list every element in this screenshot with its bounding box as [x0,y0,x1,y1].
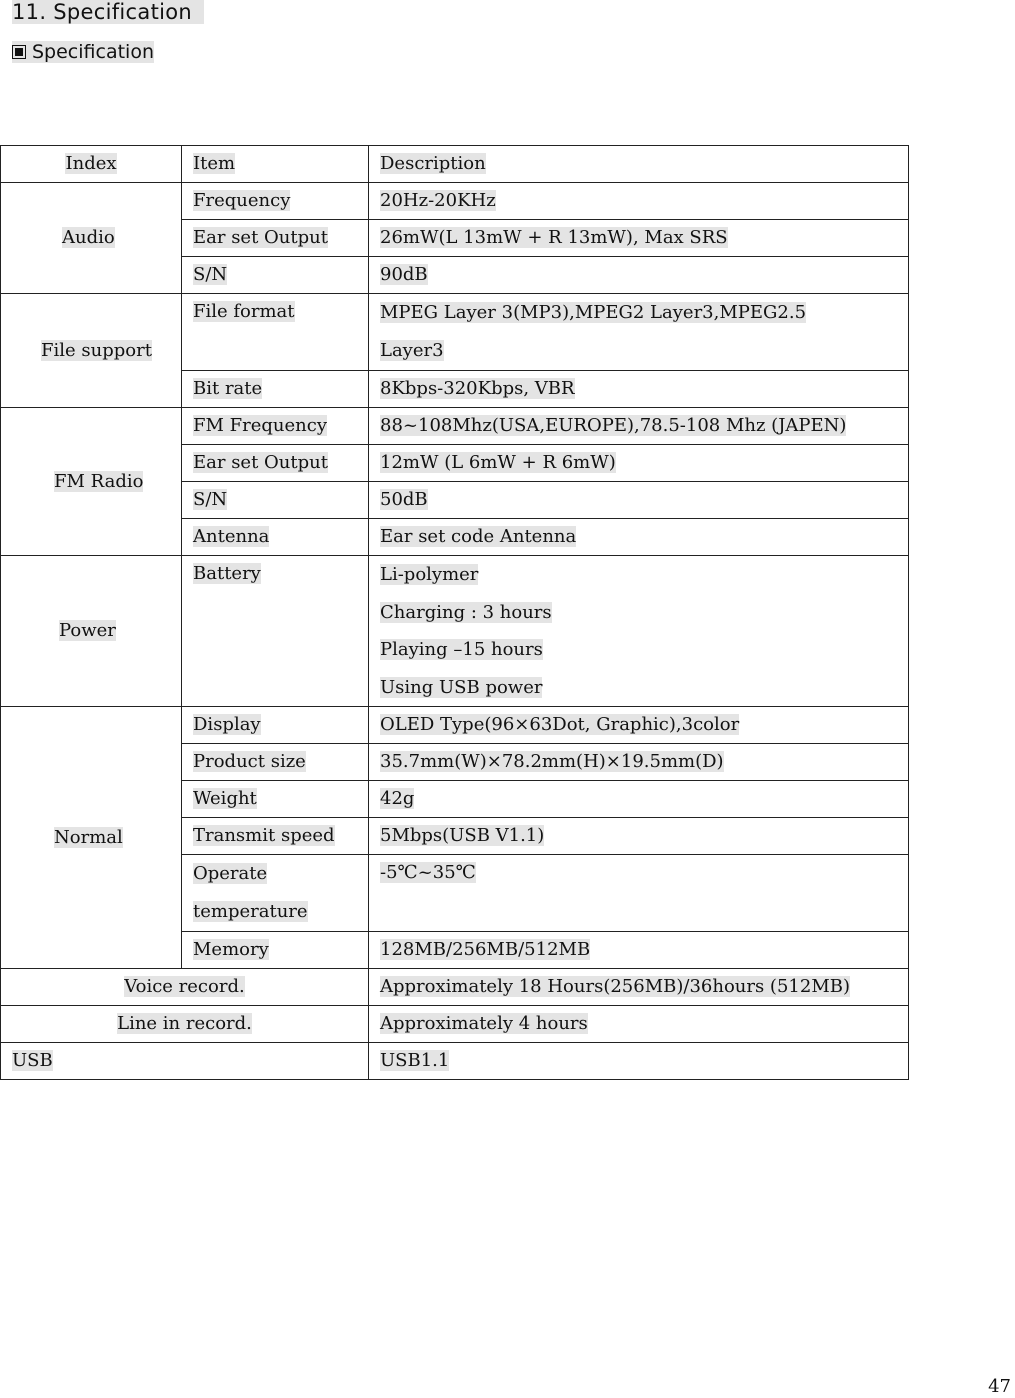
table-row [1,408,909,445]
table-row [1,1043,909,1080]
table-row [1,556,909,707]
item-cell: FM Frequency [182,408,369,445]
description-cell: 5Mbps(USB V1.1) [369,818,909,855]
description-cell: Approximately 18 Hours(256MB)/36hours (512MB) [369,969,909,1006]
item-cell: File format [182,294,369,371]
item-cell: Battery [182,556,369,707]
item-cell: Frequency [182,183,369,220]
description-cell: Approximately 4 hours [369,1006,909,1043]
description-cell: 35.7mm(W)×78.2mm(H)×19.5mm(D) [369,744,909,781]
voice-record-label: Voice record. [1,969,369,1006]
description-cell: MPEG Layer 3(MP3),MPEG2 Layer3,MPEG2.5 Layer3 [369,294,909,371]
item-cell: Display [182,707,369,744]
item-cell: Memory [182,932,369,969]
description-cell: 8Kbps-320Kbps, VBR [369,371,909,408]
item-cell: Ear set Output [182,445,369,482]
description-cell: Ear set code Antenna [369,519,909,556]
header-description: Description [369,146,909,183]
index-file-support: File support [1,294,182,408]
description-cell: 128MB/256MB/512MB [369,932,909,969]
description-cell: USB1.1 [369,1043,909,1080]
item-cell: S/N [182,257,369,294]
item-cell: Antenna [182,519,369,556]
header-index: Index [1,146,182,183]
description-cell: 20Hz-20KHz [369,183,909,220]
description-cell: Li-polymer Charging : 3 hours Playing –15 hours Using USB power [369,556,909,707]
table-header-row [1,146,909,183]
table-row [1,707,909,744]
index-normal: Normal [1,707,182,969]
index-fm-radio: FM Radio [1,408,182,556]
section-title: 11. Specification [12,0,204,26]
subsection-title: Specification [12,38,154,66]
item-cell: S/N [182,482,369,519]
table-row [1,183,909,220]
description-cell: -5℃~35℃ [369,855,909,932]
usb-label: USB [1,1043,369,1080]
header-item: Item [182,146,369,183]
description-cell: 50dB [369,482,909,519]
description-cell: 12mW (L 6mW + R 6mW) [369,445,909,482]
item-cell: Transmit speed [182,818,369,855]
item-cell: Product size [182,744,369,781]
item-cell: Bit rate [182,371,369,408]
item-cell: Weight [182,781,369,818]
index-power: Power [1,556,182,707]
line-in-record-label: Line in record. [1,1006,369,1043]
filled-square-icon [12,45,26,59]
description-cell: 90dB [369,257,909,294]
index-audio: Audio [1,183,182,294]
specification-table [0,145,909,1080]
page-number: 47 [988,1376,1011,1397]
item-cell: Operate temperature [182,855,369,932]
description-cell: 26mW(L 13mW + R 13mW), Max SRS [369,220,909,257]
description-cell: OLED Type(96×63Dot, Graphic),3color [369,707,909,744]
table-row [1,1006,909,1043]
table-row [1,969,909,1006]
description-cell: 42g [369,781,909,818]
description-cell: 88~108Mhz(USA,EUROPE),78.5-108 Mhz (JAPEN) [369,408,909,445]
item-cell: Ear set Output [182,220,369,257]
table-row [1,294,909,371]
